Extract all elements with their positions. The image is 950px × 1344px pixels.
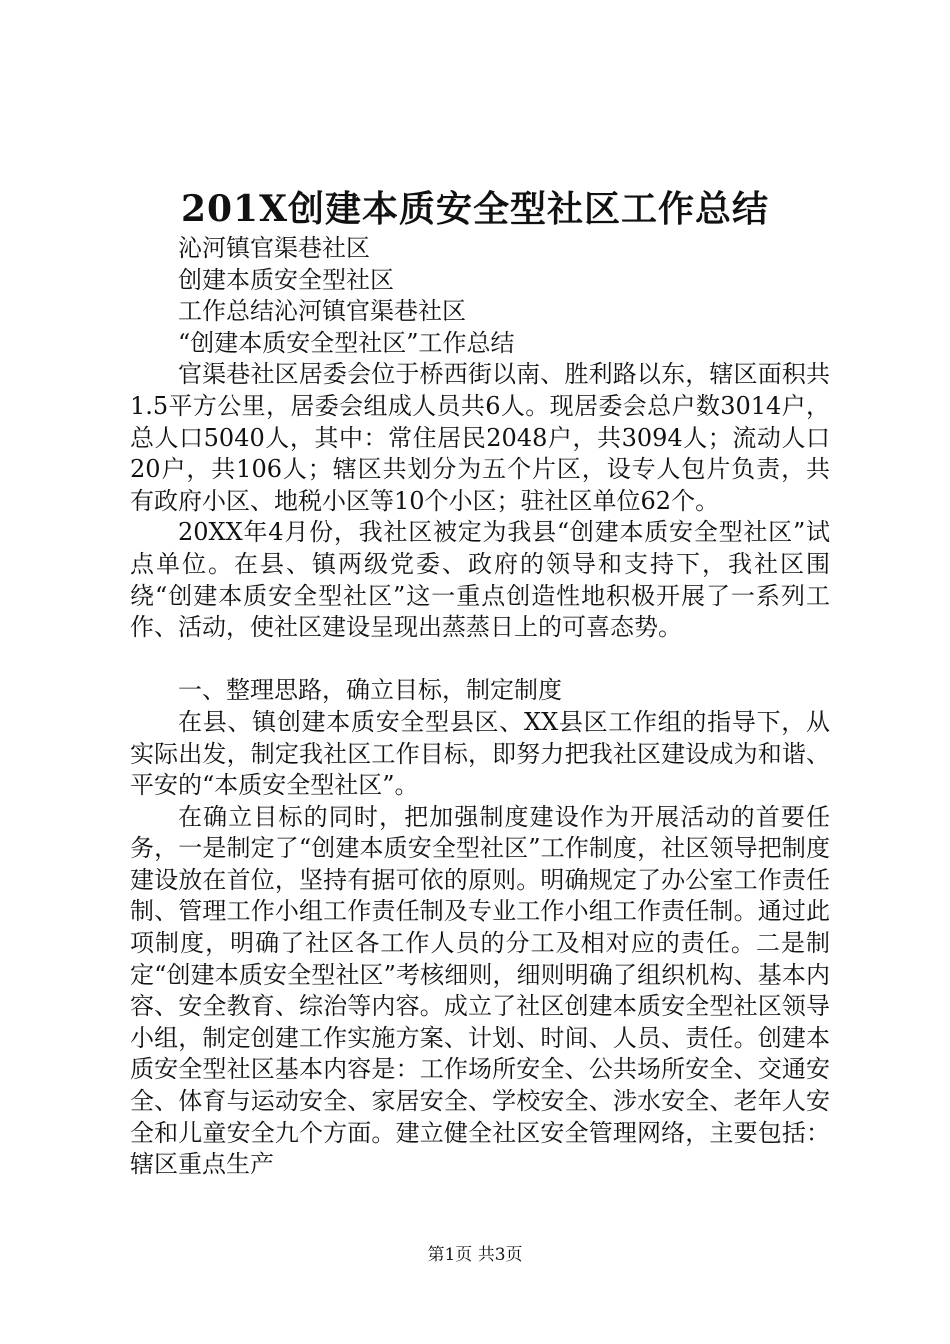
paragraph-subtitle: 创建本质安全型社区	[178, 265, 394, 294]
paragraph-community-overview: 官渠巷社区居委会位于桥西街以南、胜利路以东，辖区面积共1.5平方公里，居委会组成人员共6人。现居委会总户数3014户，总人口5040人，其中：常住居民2048户，共3094人；流动人口20户，共106人；辖区共划分为五个片区，设专人包片负责，共有政府小区、地税小区等10个小区；驻社区单位62个。	[130, 360, 830, 515]
paragraph-heading-line: 工作总结沁河镇官渠巷社区	[178, 297, 466, 326]
page-footer: 第1页 共3页	[427, 1245, 523, 1265]
paragraph-systems: 在确立目标的同时，把加强制度建设作为开展活动的首要任务，一是制定了“创建本质安全型社区”工作制度，社区领导把制度建设放在首位，坚持有据可依的原则。明确规定了办公室工作责任制、管理工作小组工作责任制及专业工作小组工作责任制。通过此项制度，明确了社区各工作人员的分工及相对应的责任。二是制定“创建本质安全型社区”考核细则，细则明确了组织机构、基本内容、安全教育、综治等内容。成立了社区创建本质安全型社区领导小组，制定创建工作实施方案、计划、时间、人员、责任。创建本质安全型社区基本内容是：工作场所安全、公共场所安全、交通安全、体育与运动安全、家居安全、学校安全、涉水安全、老年人安全和儿童安全九个方面。建立健全社区安全管理网络，主要包括：辖区重点生产	[130, 802, 830, 1179]
paragraph-org-name: 沁河镇官渠巷社区	[178, 234, 370, 262]
document-body	[130, 233, 830, 1181]
document-title: 201X创建本质安全型社区工作总结	[180, 188, 770, 230]
paragraph-quoted-title: “创建本质安全型社区”工作总结	[178, 328, 515, 357]
section-heading-1: 一、整理思路，确立目标，制定制度	[178, 676, 562, 705]
paragraph-pilot-unit: 20XX年4月份，我社区被定为我县“创建本质安全型社区”试点单位。在县、镇两级党委、政府的领导和支持下，我社区围绕“创建本质安全型社区”这一重点创造性地积极开展了一系列工作、活动，使社区建设呈现出蒸蒸日上的可喜态势。	[130, 518, 830, 642]
paragraph-goals: 在县、镇创建本质安全型县区、XX县区工作组的指导下，从实际出发，制定我社区工作目标，即努力把我社区建设成为和谐、平安的“本质安全型社区”。	[130, 707, 830, 800]
